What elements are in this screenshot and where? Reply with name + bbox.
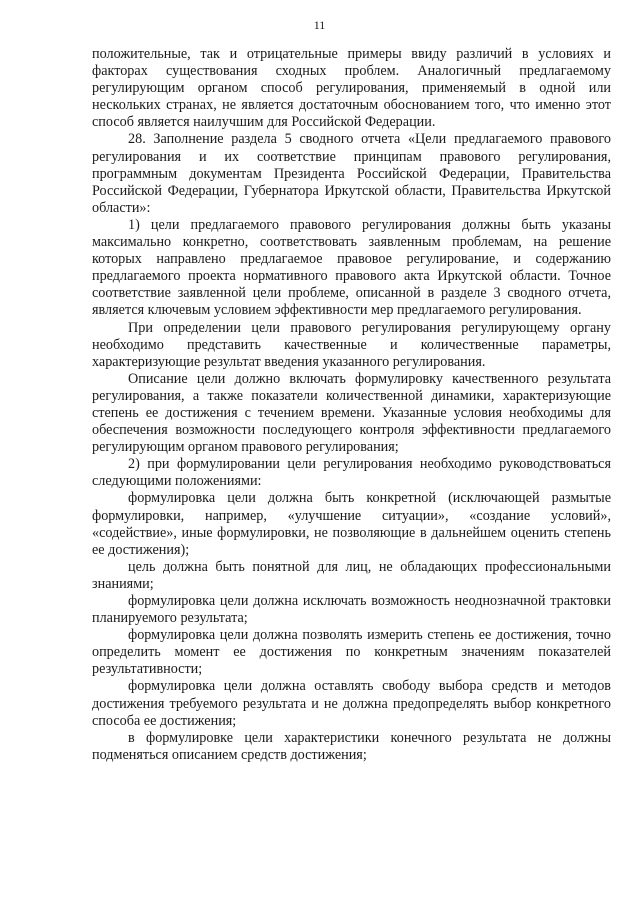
paragraph: 2) при формулировании цели регулирования необходимо руководствоваться следующими положениями: (92, 456, 611, 490)
document-body (92, 46, 611, 764)
paragraph: формулировка цели должна позволять измерить степень ее достижения, точно определить момент ее достижения по конкретным значениям показателей результативности; (92, 627, 611, 678)
paragraph: 1) цели предлагаемого правового регулирования должны быть указаны максимально конкретно, соответствовать заявленным проблемам, на решение которых направлено предлагаемое правовое регулирование, и содержанию предлагаемого проекта нормативного правового акта Иркутской области. Точное соответствие заявленной цели проблеме, описанной в разделе 3 сводного отчета, является ключевым условием эффективности мер предлагаемого регулирования. (92, 216, 611, 319)
paragraph: 28. Заполнение раздела 5 сводного отчета «Цели предлагаемого правового регулирования и их соответствие принципам правового регулирования, программным документам Президента Российской Федерации, Правительства Российской Федерации, Губернатора Иркутской области, Правительства Иркутской области»: (92, 131, 611, 216)
paragraph: цель должна быть понятной для лиц, не обладающих профессиональными знаниями; (92, 558, 611, 592)
paragraph: положительные, так и отрицательные примеры ввиду различий в условиях и факторах существования сходных проблем. Аналогичный предлагаемому регулирующим органом способ регулирования, применяемый в одной или нескольких странах, не является достаточным обоснованием того, что именно этот способ является наилучшим для Российской Федерации. (92, 46, 611, 131)
paragraph: в формулировке цели характеристики конечного результата не должны подменяться описанием средств достижения; (92, 729, 611, 763)
paragraph: формулировка цели должна исключать возможность неоднозначной трактовки планируемого результата; (92, 593, 611, 627)
page-number: 11 (313, 18, 326, 32)
paragraph: Описание цели должно включать формулировку качественного результата регулирования, а также показатели количественной динамики, характеризующие степень ее достижения с течением времени. Указанные условия необходимы для обеспечения возможности последующего контроля эффективности предлагаемого регулирующим органом правового регулирования; (92, 370, 611, 456)
paragraph: формулировка цели должна быть конкретной (исключающей размытые формулировки, например, «улучшение ситуации», «создание условий», «содействие», иные формулировки, не позволяющие в дальнейшем оценить степень ее достижения); (92, 490, 611, 558)
paragraph: формулировка цели должна оставлять свободу выбора средств и методов достижения требуемого результата и не должна предопределять выбор конкретного способа ее достижения; (92, 678, 611, 729)
paragraph: При определении цели правового регулирования регулирующему органу необходимо представить качественные и количественные параметры, характеризующие результат введения указанного регулирования. (92, 319, 611, 370)
